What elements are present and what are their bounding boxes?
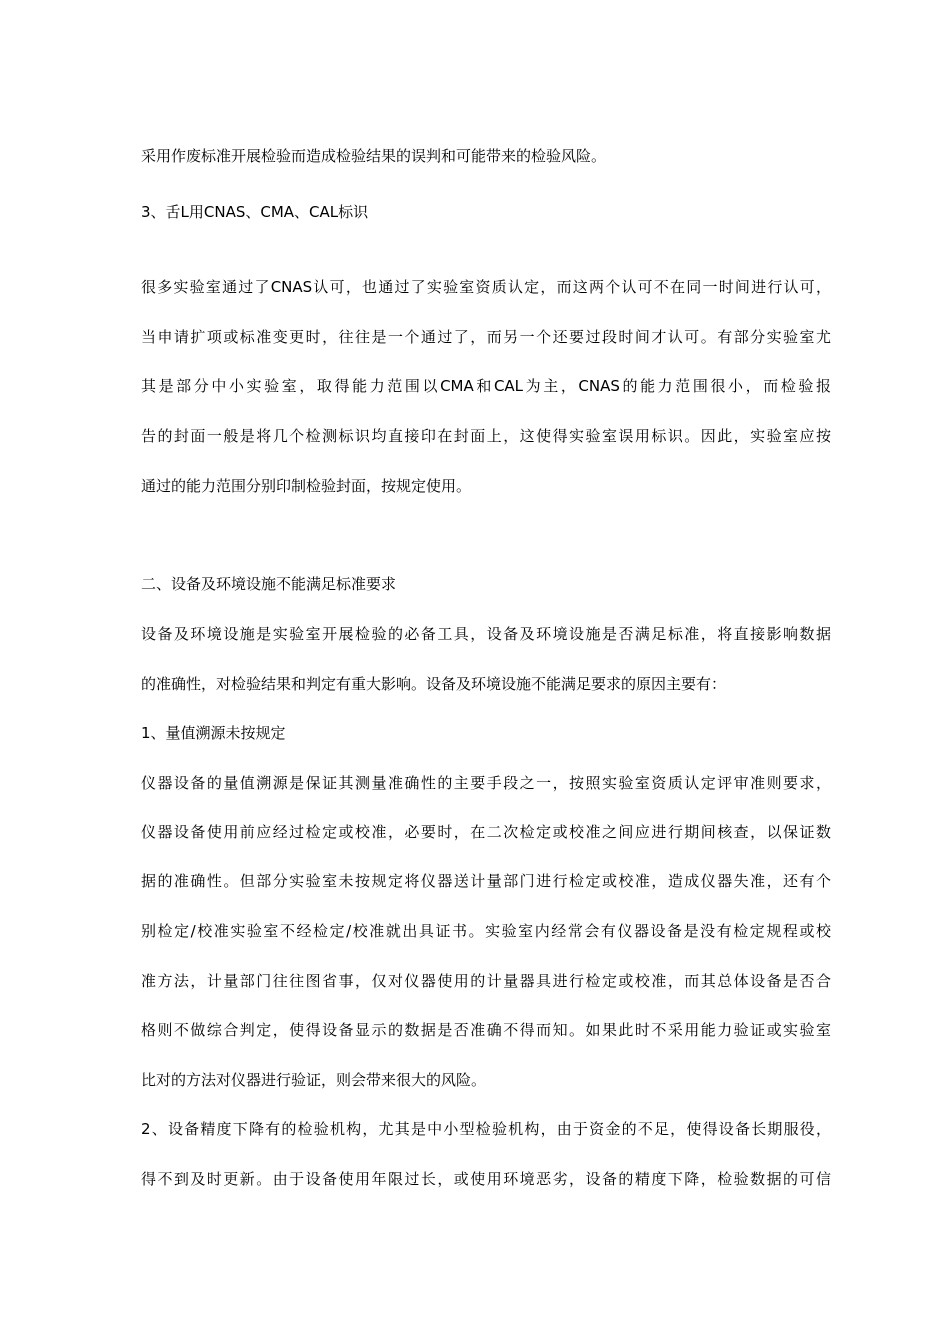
paragraph-line-16: 准方法，计量部门往往图省事，仅对仪器使用的计量器具进行检定或校准，而其总体设备是否合 — [141, 972, 831, 990]
paragraph-line-3: 很多实验室通过了CNAS认可，也通过了实验室资质认定，而这两个认可不在同一时间进行认可， — [141, 278, 831, 296]
paragraph-line-5: 其是部分中小实验室，取得能力范围以CMA和CAL为主，CNAS的能力范围很小，而检验报 — [141, 377, 831, 395]
paragraph-line-18: 比对的方法对仪器进行验证，则会带来很大的风险。 — [141, 1071, 487, 1089]
paragraph-line-9: 设备及环境设施是实验室开展检验的必备工具，设备及环境设施是否满足标准，将直接影响数据 — [141, 625, 831, 643]
paragraph-line-13: 仪器设备使用前应经过检定或校准，必要时，在二次检定或校准之间应进行期间核查，以保证数 — [141, 823, 831, 841]
paragraph-line-6: 告的封面一般是将几个检测标识均直接印在封面上，这使得实验室误用标识。因此，实验室应按 — [141, 427, 831, 445]
paragraph-line-17: 格则不做综合判定，使得设备显示的数据是否准确不得而知。如果此时不采用能力验证或实验室 — [141, 1021, 831, 1039]
subheading-traceability: 1、量值溯源未按规定 — [141, 724, 286, 742]
section-heading-cnas-cma-cal: 3、舌L用CNAS、CMA、CAL标识 — [141, 203, 369, 221]
paragraph-line-20: 得不到及时更新。由于设备使用年限过长，或使用环境恶劣，设备的精度下降，检验数据的可信 — [141, 1170, 831, 1188]
paragraph-line-15: 别检定/校准实验室不经检定/校准就出具证书。实验室内经常会有仪器设备是没有检定规程或校 — [141, 922, 831, 940]
section-heading-equipment: 二、设备及环境设施不能满足标准要求 — [141, 575, 397, 593]
paragraph-line-10: 的准确性，对检验结果和判定有重大影响。设备及环境设施不能满足要求的原因主要有： — [141, 675, 727, 693]
paragraph-line-4: 当申请扩项或标准变更时，往往是一个通过了，而另一个还要过段时间才认可。有部分实验室尤 — [141, 328, 831, 346]
paragraph-line-14: 据的准确性。但部分实验室未按规定将仪器送计量部门进行检定或校准，造成仪器失准，还有个 — [141, 872, 831, 890]
paragraph-line-19: 2、设备精度下降有的检验机构，尤其是中小型检验机构，由于资金的不足，使得设备长期服役， — [141, 1120, 831, 1138]
paragraph-line-7: 通过的能力范围分别印制检验封面，按规定使用。 — [141, 477, 472, 495]
paragraph-line-1: 采用作废标准开展检验而造成检验结果的误判和可能带来的检验风险。 — [141, 147, 607, 165]
paragraph-line-12: 仪器设备的量值溯源是保证其测量准确性的主要手段之一，按照实验室资质认定评审准则要求， — [141, 774, 831, 792]
